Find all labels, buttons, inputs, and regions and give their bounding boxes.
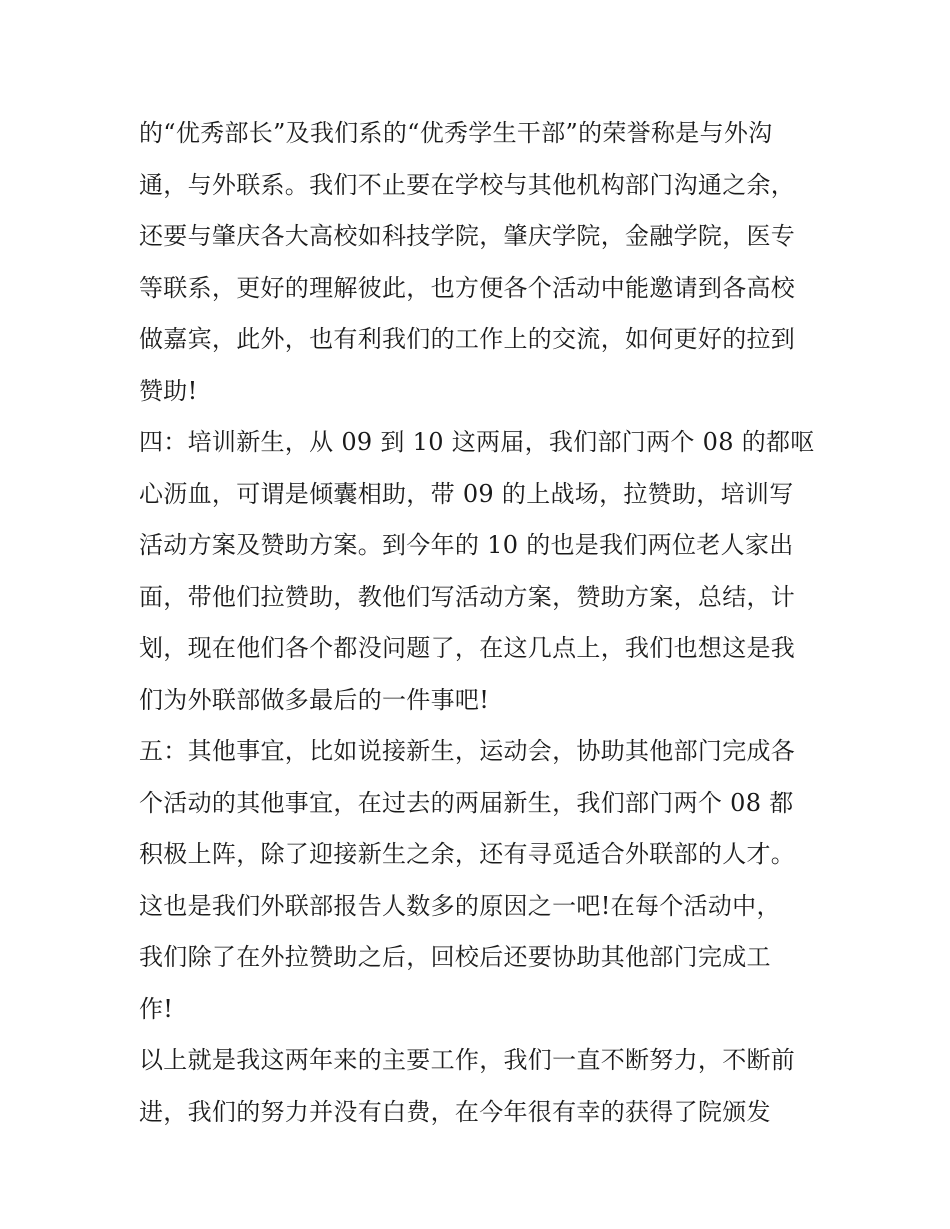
- text-line: 五：其他事宜，比如说接新生，运动会，协助其他部门完成各: [139, 737, 796, 765]
- text-line: 活动方案及赞助方案。到今年的 10 的也是我们两位老人家出: [139, 531, 794, 559]
- text-line: 做嘉宾，此外，也有利我们的工作上的交流，如何更好的拉到: [139, 325, 796, 353]
- text-line: 面，带他们拉赞助，教他们写活动方案，赞助方案，总结，计: [139, 582, 796, 611]
- text-line: 等联系，更好的理解彼此，也方便各个活动中能邀请到各高校: [139, 273, 796, 302]
- text-line: 还要与肇庆各大高校如科技学院，肇庆学院，金融学院，医专: [139, 222, 796, 250]
- text-line: 的“优秀部长”及我们系的“优秀学生干部”的荣誉称是与外沟: [139, 119, 773, 147]
- text-line: 赞助!: [139, 376, 198, 405]
- text-line: 通，与外联系。我们不止要在学校与其他机构部门沟通之余，: [139, 170, 796, 199]
- text-line: 以上就是我这两年来的主要工作，我们一直不断努力，不断前: [139, 1046, 796, 1074]
- text-line: 四：培训新生，从 09 到 10 这两届，我们部门两个 08 的都呕: [139, 428, 815, 456]
- text-line: 积极上阵，除了迎接新生之余，还有寻觅适合外联部的人才。: [139, 840, 796, 868]
- text-line: 作!: [139, 994, 174, 1023]
- text-line: 划，现在他们各个都没问题了，在这几点上，我们也想这是我: [139, 634, 796, 662]
- text-line: 这也是我们外联部报告人数多的原因之一吧!在每个活动中，: [139, 891, 781, 920]
- text-line: 心沥血，可谓是倾囊相助，带 09 的上战场，拉赞助，培训写: [139, 479, 794, 508]
- text-line: 进，我们的努力并没有白费，在今年很有幸的获得了院颁发: [139, 1097, 771, 1126]
- text-line: 们为外联部做多最后的一件事吧!: [139, 685, 490, 714]
- body-text: [139, 108, 819, 1138]
- text-line: 个活动的其他事宜，在过去的两届新生，我们部门两个 08 都: [139, 788, 794, 817]
- text-line: 我们除了在外拉赞助之后，回校后还要协助其他部门完成工: [139, 943, 771, 971]
